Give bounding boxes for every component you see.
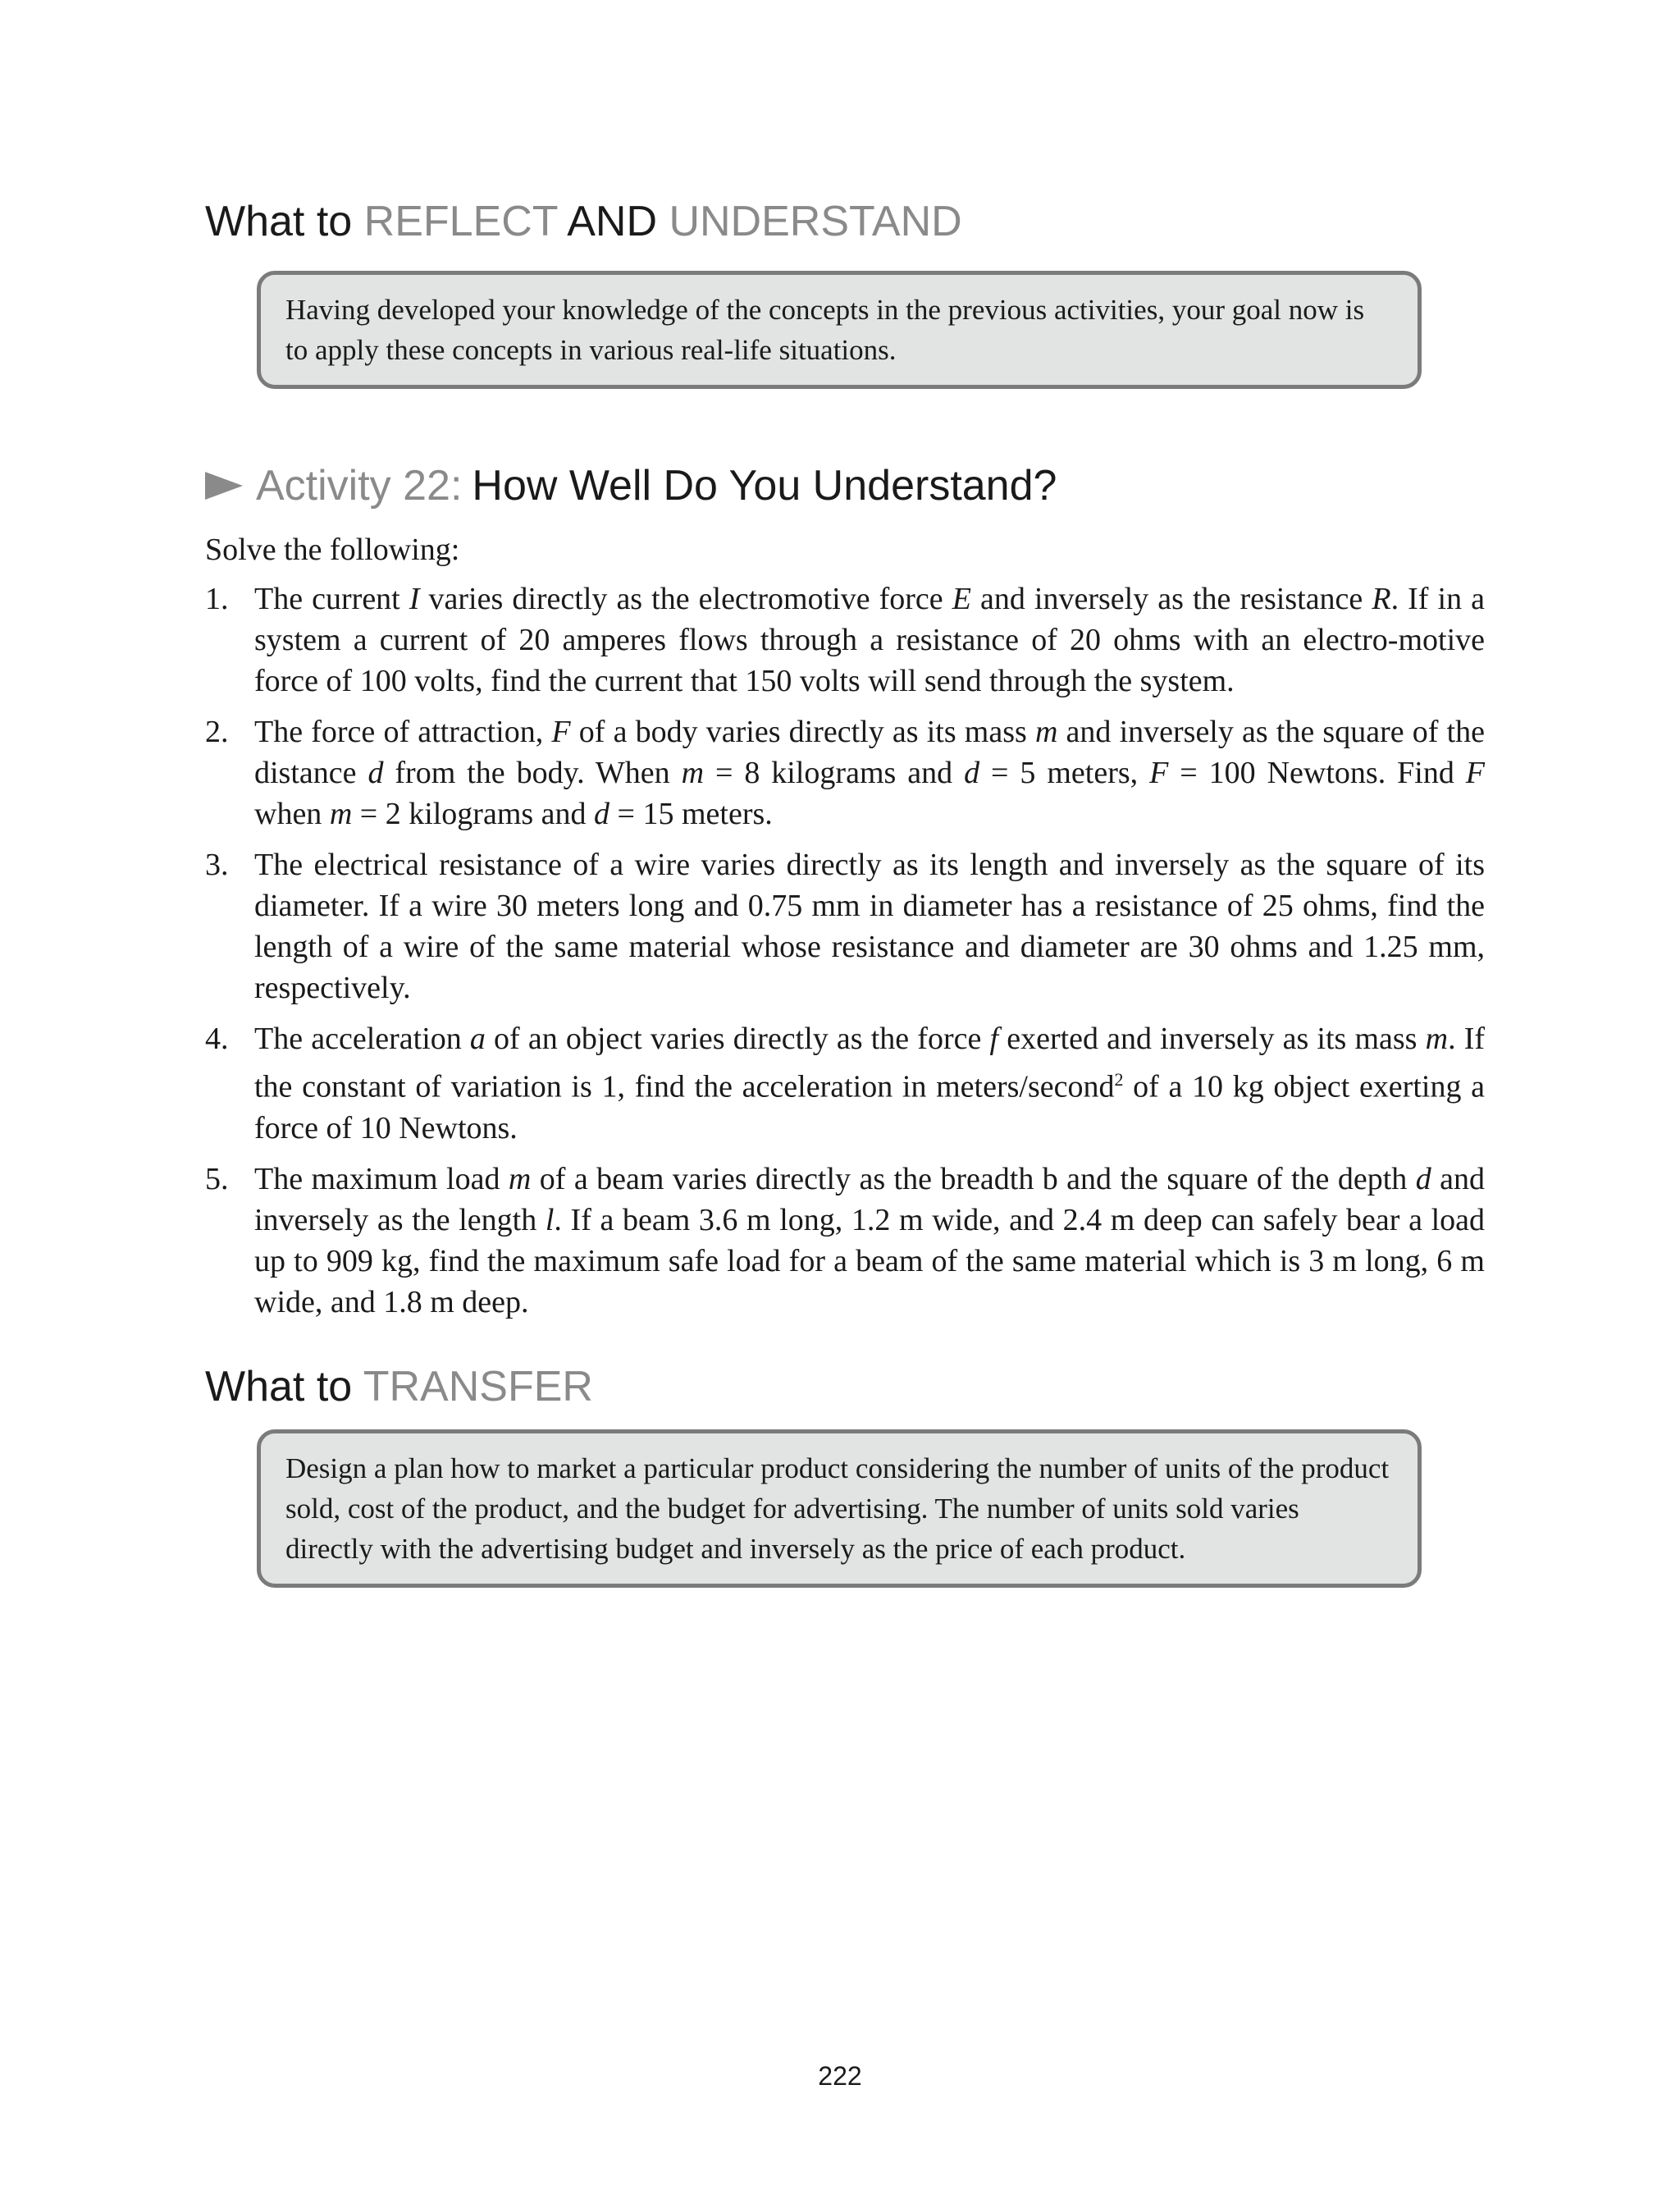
variable-current: I	[409, 582, 420, 616]
variable-mass: m	[681, 756, 705, 790]
problem-text: = 100 Newtons. Find	[1168, 756, 1466, 790]
problem-4	[205, 1018, 1485, 1149]
variable-force: F	[551, 715, 571, 749]
problem-number: 2.	[205, 715, 229, 749]
problem-text: of a beam varies directly as the breadth b and the square of the depth	[531, 1161, 1416, 1196]
transfer-task-box	[257, 1429, 1422, 1588]
variable-load: m	[508, 1161, 532, 1196]
problem-3	[205, 844, 1485, 1008]
variable-length: l	[545, 1202, 555, 1237]
problem-text: = 15 meters.	[609, 797, 773, 831]
transfer-task-text: Design a plan how to market a particular product considering the number of units of the product sold, cost of the product, and the budget for advertising. The number of units sold varies directly with the advertising budget and inversely as the price of each product.	[285, 1452, 1390, 1565]
problem-text: of an object varies directly as the force	[485, 1022, 990, 1056]
superscript-exponent: 2	[1114, 1069, 1124, 1090]
problem-2	[205, 711, 1485, 834]
problem-number: 5.	[205, 1161, 229, 1196]
transfer-heading-transfer: TRANSFER	[363, 1363, 593, 1410]
variable-force: F	[1465, 756, 1485, 790]
problem-text: The current	[254, 582, 409, 616]
reflect-heading	[205, 197, 962, 246]
problem-text: The maximum load	[254, 1161, 509, 1196]
problem-text: and inversely as the resistance	[970, 582, 1372, 616]
problem-1	[205, 578, 1485, 702]
reflect-goal-text: Having developed your knowledge of the concepts in the previous activities, your goal now is to apply these concepts in various real-life situations.	[285, 294, 1365, 366]
problem-number: 3.	[205, 848, 229, 882]
reflect-heading-understand: UNDERSTAND	[669, 198, 962, 245]
reflect-heading-and: AND	[567, 198, 657, 245]
problem-text: . If the constant of variation is 1, find the acceleration in meters/second	[254, 1022, 1486, 1104]
transfer-heading-what-to: What to	[205, 1363, 353, 1410]
problem-text: exerted and inversely as its mass	[998, 1022, 1426, 1056]
activity-heading	[205, 459, 1057, 512]
problem-text: when	[254, 797, 330, 831]
variable-acceleration: a	[469, 1022, 486, 1056]
problem-text: varies directly as the electromotive force	[419, 582, 952, 616]
activity-instructions: Solve the following:	[205, 533, 460, 567]
reflect-heading-what-to: What to	[205, 198, 353, 245]
problem-text: of a body varies directly as its mass	[570, 715, 1035, 749]
transfer-heading	[205, 1362, 593, 1411]
variable-distance: d	[964, 756, 980, 790]
variable-resistance: R	[1372, 582, 1391, 616]
problem-text: from the body. When	[383, 756, 682, 790]
problem-text: and inversely as the length	[254, 1161, 1485, 1237]
problem-text: . If in a system a current of 20 amperes flows through a resistance of 20 ohms with an electro-motive force of 100 volts, find the current that 150 volts will send through the system.	[254, 582, 1485, 698]
variable-mass: m	[1034, 715, 1058, 749]
problem-5	[205, 1159, 1485, 1323]
activity-label: Activity 22:	[256, 462, 463, 510]
problem-number: 4.	[205, 1022, 229, 1056]
reflect-heading-reflect: REFLECT	[363, 198, 558, 245]
variable-distance: d	[594, 797, 610, 831]
variable-depth: d	[1415, 1161, 1431, 1196]
problem-text: = 2 kilograms and	[352, 797, 595, 831]
variable-mass: m	[329, 797, 353, 831]
activity-title: How Well Do You Understand?	[472, 462, 1057, 510]
problem-text: = 8 kilograms and	[704, 756, 965, 790]
problem-list	[205, 578, 1485, 1333]
problem-text: The electrical resistance of a wire varies directly as its length and inversely as the square of its diameter. If a wire 30 meters long and 0.75 mm in diameter has a resistance of 25 ohms, find the length of a wire of the same material whose resistance and diameter are 30 ohms and 1.25 mm, respectively.	[254, 848, 1485, 1005]
problem-text: = 5 meters,	[979, 756, 1150, 790]
variable-distance: d	[368, 756, 384, 790]
problem-text: The force of attraction,	[254, 715, 552, 749]
variable-mass: m	[1425, 1022, 1449, 1056]
variable-emf: E	[952, 582, 971, 616]
variable-force: F	[1149, 756, 1169, 790]
problem-number: 1.	[205, 582, 229, 616]
problem-text: of a 10 kg object exerting a force of 10 Newtons.	[254, 1069, 1485, 1145]
page-number: 222	[818, 2061, 862, 2091]
reflect-goal-box	[257, 271, 1422, 389]
problem-text: The acceleration	[254, 1022, 470, 1056]
problem-text: . If a beam 3.6 m long, 1.2 m wide, and 2.4 m deep can safely bear a load up to 909 kg, find the maximum safe load for a beam of the same material which is 3 m long, 6 m wide, and 1.8 m deep.	[254, 1202, 1485, 1319]
variable-force: f	[989, 1022, 999, 1056]
problem-text: and inversely as the square of the distance	[254, 715, 1485, 790]
arrow-right-icon	[205, 472, 243, 500]
